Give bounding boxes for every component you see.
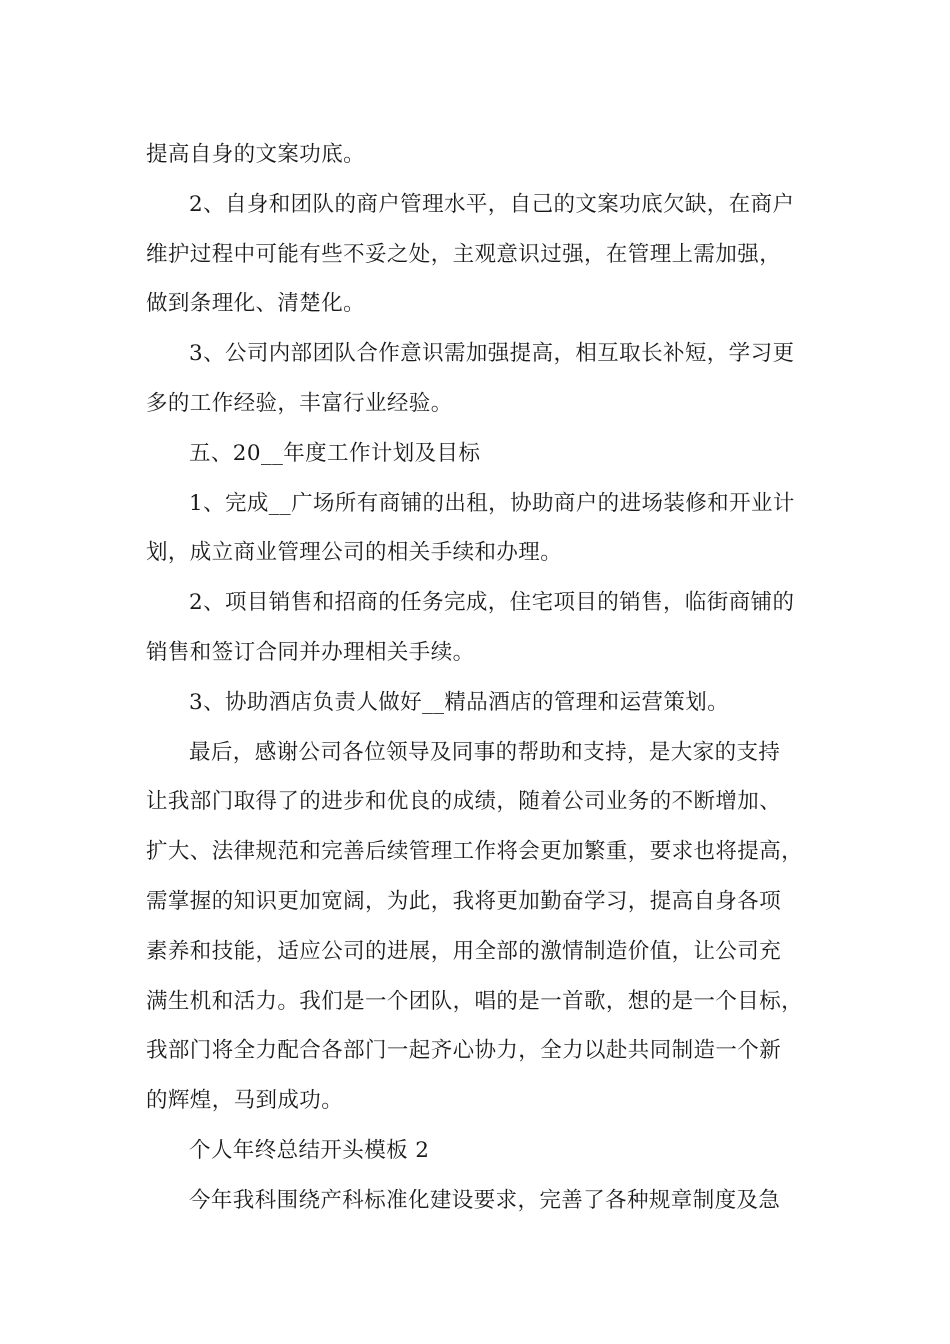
text-line: 最后，感谢公司各位领导及同事的帮助和支持，是大家的支持: [189, 739, 781, 765]
text-line: 我部门将全力配合各部门一起齐心协力，全力以赴共同制造一个新: [146, 1038, 782, 1064]
text-line: 3、协助酒店负责人做好__精品酒店的管理和运营策划。: [189, 689, 730, 715]
text-line: 需掌握的知识更加宽阔，为此，我将更加勤奋学习，提高自身各项: [146, 888, 782, 914]
text-line: 满生机和活力。我们是一个团队，唱的是一首歌，想的是一个目标，: [146, 988, 804, 1014]
text-line: 划，成立商业管理公司的相关手续和办理。: [146, 540, 563, 566]
text-line: 2、自身和团队的商户管理水平，自己的文案功底欠缺，在商户: [189, 191, 795, 217]
text-line: 2、项目销售和招商的任务完成，住宅项目的销售，临街商铺的: [189, 590, 795, 616]
text-line: 让我部门取得了的进步和优良的成绩，随着公司业务的不断增加、: [146, 789, 782, 815]
section-heading: 五、20__年度工作计划及目标: [189, 440, 481, 466]
text-line: 1、完成__广场所有商铺的出租，协助商户的进场装修和开业计: [189, 490, 795, 516]
text-line: 提高自身的文案功底。: [146, 142, 366, 167]
text-line: 的辉煌，马到成功。: [146, 1088, 344, 1114]
document-body: [146, 130, 816, 1226]
text-line: 3、公司内部团队合作意识需加强提高，相互取长补短，学习更: [189, 341, 795, 367]
text-line: 销售和签订合同并办理相关手续。: [146, 639, 475, 665]
text-line: 多的工作经验，丰富行业经验。: [146, 390, 453, 416]
text-line: 今年我科围绕产科标准化建设要求，完善了各种规章制度及急: [189, 1187, 781, 1213]
text-line: 扩大、法律规范和完善后续管理工作将会更加繁重，要求也将提高，: [146, 839, 804, 865]
text-line: 素养和技能，适应公司的进展，用全部的激情制造价值，让公司充: [146, 938, 782, 964]
text-line: 做到条理化、清楚化。: [146, 291, 366, 317]
section-title: 个人年终总结开头模板 2: [189, 1137, 430, 1163]
text-line: 维护过程中可能有些不妥之处，主观意识过强，在管理上需加强，: [146, 241, 782, 267]
